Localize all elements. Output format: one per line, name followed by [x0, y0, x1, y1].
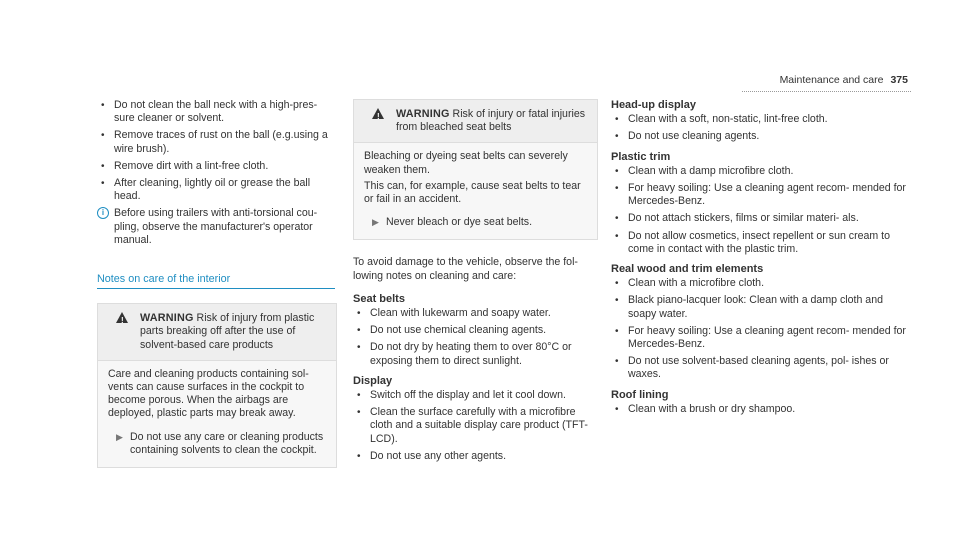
list-item: • After cleaning, lightly oil or grease the ball head. — [101, 177, 311, 203]
bullet-icon: • — [357, 325, 361, 337]
warning-heading: Risk of injury from plastic parts breaking off after the use of solvent-based care products — [140, 312, 315, 351]
list-item: • Do not use chemical cleaning agents. — [357, 324, 547, 337]
header-divider — [742, 91, 911, 92]
group-title: Head-up display — [611, 99, 696, 111]
group-title: Plastic trim — [611, 150, 671, 163]
bullet-icon: • — [615, 230, 619, 242]
warning-text: Bleaching or dyeing seat belts can severely weaken them. — [364, 150, 568, 176]
section-title: Notes on care of the interior — [97, 273, 335, 289]
list-item: • Remove traces of rust on the ball (e.g.using a wire brush). — [101, 129, 328, 155]
care-group-roof-lining — [611, 389, 911, 416]
list-item: • Do not use any other agents. — [357, 449, 507, 462]
list-item: • Switch off the display and let it cool down. — [357, 389, 566, 402]
list-item: • For heavy soiling: Use a cleaning agent recom- mended for Mercedes-Benz. — [615, 182, 906, 208]
action-text: Never bleach or dye seat belts. — [386, 216, 533, 229]
care-group-real-wood — [611, 263, 911, 382]
bullet-icon: • — [357, 308, 361, 320]
page-header — [780, 74, 908, 87]
list-item: • Do not dry by heating them to over 80°C or exposing them to direct sunlight. — [357, 341, 572, 367]
column-1 — [97, 99, 337, 468]
group-title: Display — [353, 374, 393, 387]
group-title: Seat belts — [353, 292, 405, 305]
column-2 — [353, 99, 598, 470]
warning-triangle-icon: ! — [372, 108, 384, 119]
note-text: Before using trailers with anti-torsional cou- pling, observe the manufacturer's operator manual. — [114, 207, 318, 246]
group-title: Roof lining — [611, 388, 669, 401]
bullet-icon: • — [615, 356, 619, 368]
warning-header — [354, 100, 597, 142]
list-item: • Clean with a soft, non-static, lint-free cloth. — [615, 113, 828, 126]
bullet-icon: • — [357, 390, 361, 402]
warning-header — [98, 304, 336, 360]
warning-box — [97, 303, 337, 468]
warning-label: WARNING — [396, 108, 450, 120]
bullet-icon: • — [615, 114, 619, 126]
bullet-icon: • — [101, 100, 105, 111]
action-arrow-icon: ▶ — [372, 217, 379, 228]
list-item: • Do not attach stickers, films or similar materi- als. — [615, 212, 859, 225]
list-item: • For heavy soiling: Use a cleaning agent recom- mended for Mercedes-Benz. — [615, 324, 906, 351]
warning-triangle-icon: ! — [116, 312, 128, 323]
warning-label: WARNING — [140, 312, 194, 325]
bullet-icon: • — [615, 213, 619, 225]
bullet-icon: • — [101, 130, 105, 142]
bullet-icon: • — [101, 178, 105, 190]
column-3 — [611, 99, 911, 423]
bullet-icon: • — [615, 295, 619, 307]
list-item: • Do not use solvent-based cleaning agents, pol- ishes or waxes. — [615, 355, 889, 381]
warning-body — [98, 360, 336, 467]
warning-action — [108, 431, 326, 457]
section-name: Maintenance and care — [779, 74, 884, 86]
bullet-icon: • — [615, 403, 619, 415]
bullet-icon: • — [357, 407, 361, 419]
list-item: • Do not use cleaning agents. — [615, 130, 760, 143]
page-number: 375 — [890, 74, 908, 86]
warning-heading: Risk of injury or fatal injuries from bleached seat belts — [396, 108, 586, 134]
group-title: Real wood and trim elements — [611, 263, 764, 276]
info-icon: i — [97, 207, 109, 219]
intro-text: To avoid damage to the vehicle, observe the fol- lowing notes on cleaning and care: — [353, 256, 578, 282]
list-item: • Clean with a damp microfibre cloth. — [615, 164, 794, 177]
list-item: • Remove dirt with a lint-free cloth. — [101, 159, 269, 172]
list-item: • Clean the surface carefully with a microfibre cloth and a suitable display care product (TFT- LCD). — [357, 406, 588, 445]
bullet-icon: • — [615, 325, 619, 337]
care-group-seat-belts — [353, 293, 598, 368]
warning-text: This can, for example, cause seat belts to tear or fail in an accident. — [364, 179, 581, 206]
list-item: • Clean with lukewarm and soapy water. — [357, 307, 551, 320]
bullet-icon: • — [357, 342, 361, 354]
bullet-icon: • — [615, 278, 619, 290]
bullet-icon: • — [615, 131, 619, 143]
info-note — [97, 207, 337, 247]
bullet-icon: • — [357, 450, 361, 462]
action-text: Do not use any care or cleaning products containing solvents to clean the cockpit. — [130, 430, 324, 456]
list-item: • Clean with a microfibre cloth. — [615, 277, 765, 290]
warning-action — [364, 216, 587, 229]
warning-body — [354, 142, 597, 239]
care-group-head-up-display — [611, 99, 911, 144]
list-item: • Clean with a brush or dry shampoo. — [615, 402, 796, 415]
bullet-icon: • — [615, 183, 619, 195]
list-item: • Black piano-lacquer look: Clean with a damp cloth and soapy water. — [615, 294, 883, 320]
list-item: • Do not clean the ball neck with a high-pres- sure cleaner or solvent. — [101, 99, 318, 125]
bullet-icon: • — [615, 165, 619, 177]
warning-box — [353, 99, 598, 240]
action-arrow-icon: ▶ — [116, 431, 123, 442]
warning-text: Care and cleaning products containing sol- vents can cause surfaces in the cockpit to become porous. When the airbags are deployed, plastic parts may break away. — [108, 367, 309, 420]
ball-neck-list — [97, 99, 337, 203]
care-group-display — [353, 375, 598, 463]
bullet-icon: • — [101, 160, 105, 172]
care-group-plastic-trim — [611, 151, 911, 256]
list-item: • Do not allow cosmetics, insect repellent or sun cream to come in contact with the plastic trim. — [615, 229, 891, 255]
